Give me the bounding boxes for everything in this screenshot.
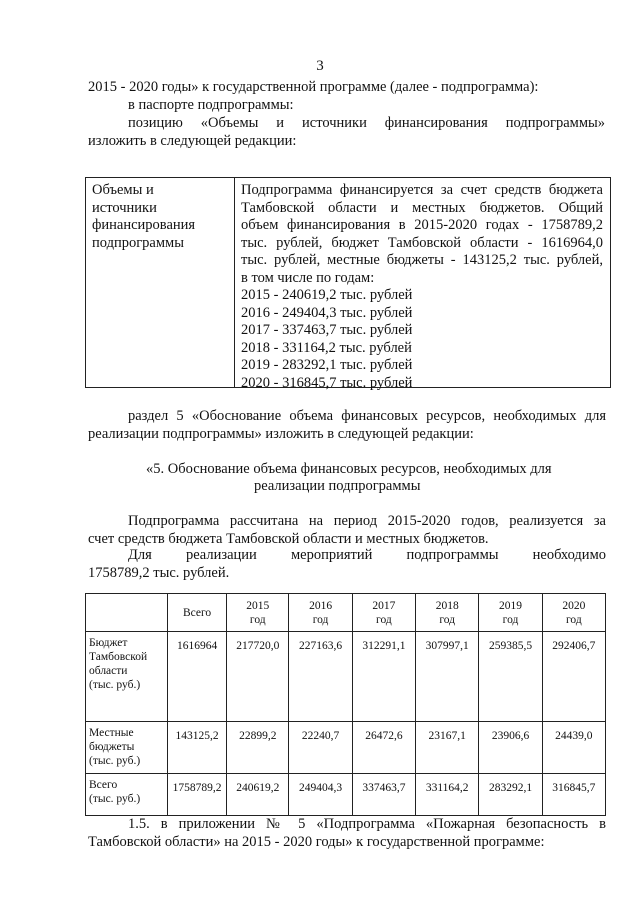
header-year-unit: год [249, 613, 266, 626]
table-header-cell [227, 594, 289, 632]
section5-para-line-2: счет средств бюджета Тамбовской области и местных бюджетов. [88, 531, 489, 547]
header-year: 2019 [499, 599, 522, 612]
table-cell: 1616964 [167, 632, 226, 722]
passport-label-line: Объемы и [92, 182, 154, 198]
passport-year-line: 2018 - 331164,2 тыс. рублей [241, 339, 412, 356]
table-cell: 23906,6 [479, 722, 542, 774]
table-row [86, 632, 606, 722]
table-cell: 26472,6 [352, 722, 415, 774]
table-cell: 337463,7 [352, 774, 415, 816]
intro-line-4: изложить в следующей редакции: [88, 133, 297, 149]
row-label [86, 722, 168, 774]
passport-financing-box [85, 177, 611, 391]
header-year-unit: год [376, 613, 392, 626]
table-cell: 22899,2 [227, 722, 289, 774]
table-cell: 240619,2 [227, 774, 289, 816]
row-label-line: Тамбовской [89, 651, 148, 663]
closing-line-2: Тамбовской области» на 2015 - 2020 годы» к государственной программе: [88, 834, 545, 850]
header-year: 2015 [246, 599, 270, 612]
header-year-unit: год [565, 613, 582, 626]
section5-para-line-1: Подпрограмма рассчитана на период 2015-2020 годов, реализуется за [128, 513, 606, 529]
passport-content-line: тыс. рублей, местные бюджеты - 143125,2 тыс. рублей, [241, 252, 603, 268]
row-label-line: Бюджет [89, 637, 128, 649]
row-label-line: (тыс. руб.) [89, 679, 141, 691]
table-cell: 227163,6 [289, 632, 352, 722]
header-year: 2020 [562, 599, 586, 612]
intro-line-1: 2015 - 2020 годы» к государственной программе (далее - подпрограмма): [88, 79, 539, 95]
header-year-unit: год [439, 613, 456, 626]
table-header-cell [542, 594, 605, 632]
section5-line-1: раздел 5 «Обоснование объема финансовых ресурсов, необходимых для [128, 408, 606, 424]
table-row [86, 774, 606, 816]
passport-year-line: 2016 - 249404,3 тыс. рублей [241, 304, 413, 321]
passport-content [241, 182, 603, 392]
passport-divider [234, 178, 235, 387]
row-label-line: (тыс. руб.) [89, 755, 141, 767]
passport-year-line: 2017 - 337463,7 тыс. рублей [241, 322, 413, 338]
intro-line-3: позицию «Объемы и источники финансирования подпрограммы» [128, 115, 605, 131]
row-label-line: области [89, 665, 128, 677]
passport-label [92, 182, 230, 252]
section5-heading-line-1: «5. Обоснование объема финансовых ресурсов, необходимых для [146, 461, 552, 477]
passport-label-line: подпрограммы [92, 234, 184, 251]
passport-label-line: финансирования [92, 217, 196, 233]
table-cell: 22240,7 [289, 722, 352, 774]
table-header-cell [289, 594, 352, 632]
table-header-cell [167, 594, 226, 632]
header-total: Всего [182, 606, 212, 619]
table-header-row [86, 594, 606, 632]
table-header-cell [479, 594, 542, 632]
section5-line-2: реализации подпрограммы» изложить в следующей редакции: [88, 426, 474, 442]
row-label [86, 632, 168, 722]
table-cell: 217720,0 [227, 632, 289, 722]
header-year: 2018 [435, 599, 459, 612]
page-number: 3 [316, 58, 324, 74]
passport-content-tail: в том числе по годам: [241, 269, 375, 286]
row-label-line: Всего [89, 779, 118, 791]
passport-year-line: 2019 - 283292,1 тыс. рублей [241, 357, 413, 373]
table-cell: 23167,1 [416, 722, 479, 774]
passport-label-line: источники [92, 199, 157, 216]
table-cell: 312291,1 [352, 632, 415, 722]
row-label-line: Местные [89, 727, 134, 739]
table-cell: 292406,7 [542, 632, 605, 722]
closing-line-1: 1.5. в приложении № 5 «Подпрограмма «Пожарная безопасность в [128, 816, 606, 832]
table-header-cell [86, 594, 168, 632]
row-label-line: бюджеты [89, 741, 135, 753]
table-cell: 143125,2 [167, 722, 226, 774]
intro-line-2: в паспорте подпрограммы: [128, 97, 294, 113]
passport-year-line: 2015 - 240619,2 тыс. рублей [241, 287, 413, 303]
header-year: 2016 [309, 599, 333, 612]
header-year-unit: год [312, 613, 329, 626]
header-year-unit: год [502, 613, 519, 626]
passport-content-line: тыс. рублей, бюджет Тамбовской области - 1616964,0 [241, 234, 603, 251]
financing-table [85, 593, 606, 816]
table-cell: 259385,5 [479, 632, 542, 722]
table-cell: 316845,7 [542, 774, 605, 816]
table-cell: 331164,2 [416, 774, 479, 816]
passport-content-line: Тамбовской области и местных бюджетов. Общий [241, 199, 603, 216]
passport-year-line: 2020 - 316845,7 тыс. рублей [241, 374, 413, 391]
table-cell: 1758789,2 [167, 774, 226, 816]
table-header-cell [352, 594, 415, 632]
section5-para-line-4: 1758789,2 тыс. рублей. [88, 565, 230, 581]
passport-content-line: Подпрограмма финансируется за счет средств бюджета [241, 182, 603, 198]
table-cell: 24439,0 [542, 722, 605, 774]
table-row [86, 722, 606, 774]
section5-para-line-3: Для реализации мероприятий подпрограммы необходимо [128, 547, 606, 563]
row-label-line: (тыс. руб.) [89, 793, 141, 805]
table-cell: 307997,1 [416, 632, 479, 722]
section5-heading-line-2: реализации подпрограммы [254, 478, 421, 494]
row-label [86, 774, 168, 816]
table-cell: 283292,1 [479, 774, 542, 816]
header-year: 2017 [372, 599, 396, 612]
table-header-cell [416, 594, 479, 632]
passport-content-line: объем финансирования в 2015-2020 годах - 1758789,2 [241, 217, 603, 233]
table-cell: 249404,3 [289, 774, 352, 816]
